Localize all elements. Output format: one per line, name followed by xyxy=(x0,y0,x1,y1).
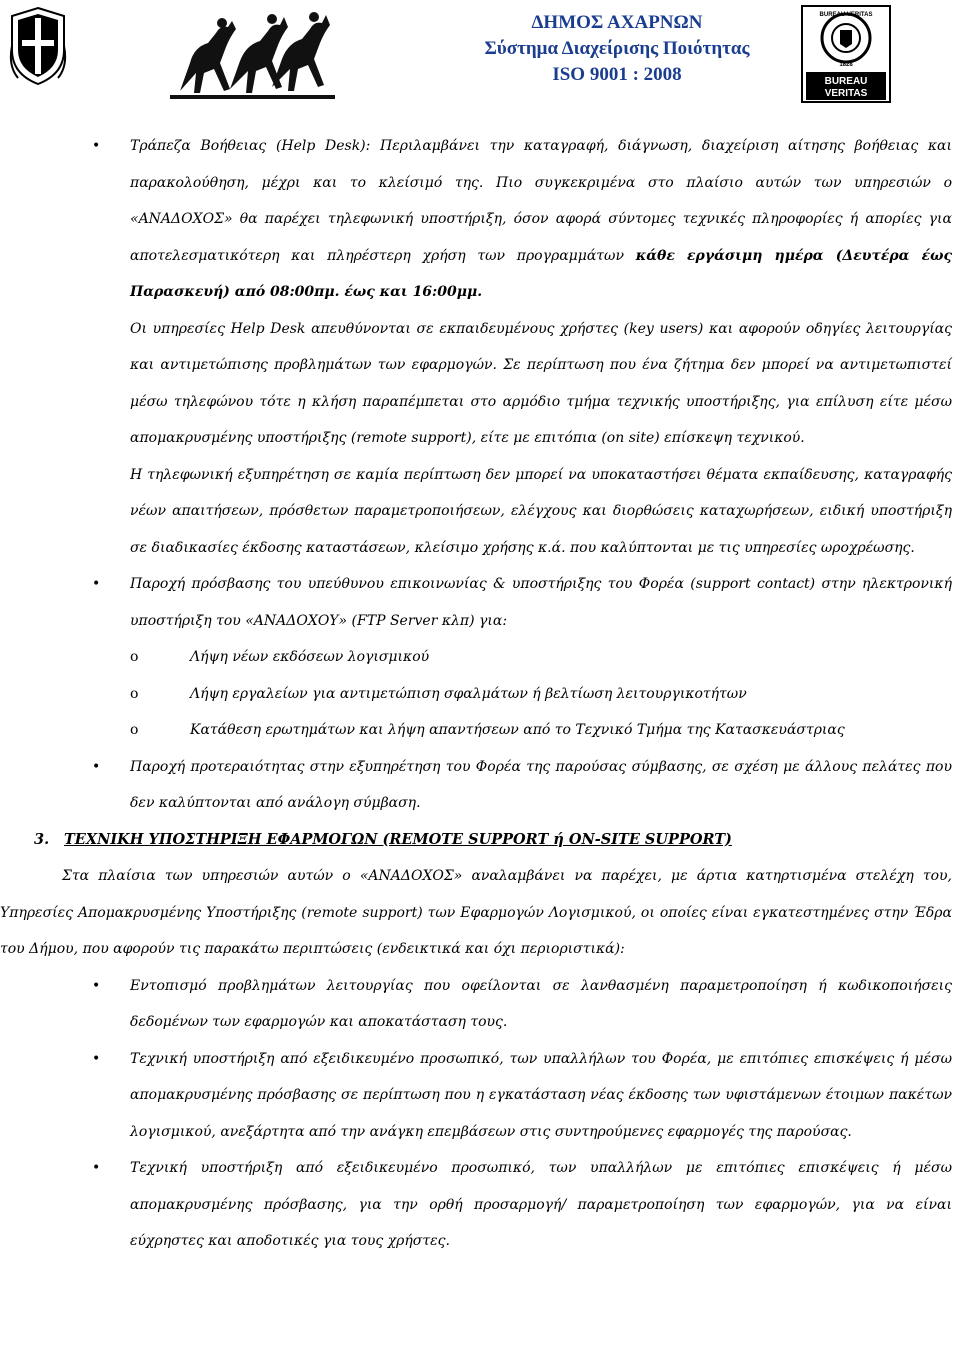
sub-list-item: o Λήψη εργαλείων για αντιμετώπιση σφαλμάτων ή βελτίωση λειτουργικοτήτων xyxy=(0,676,960,713)
list-item-helpdesk xyxy=(0,128,960,311)
sub-list-item: o Κατάθεση ερωτημάτων και λήψη απαντήσεων από το Τεχνικό Τμήμα της Κατασκευάστριας xyxy=(0,712,960,749)
priority-text: Παροχή προτεραιότητας στην εξυπηρέτηση του Φορέα της παρούσας σύμβασης, σε σχέση με άλλους πελάτες που δεν καλύπτονται από ανάλογη σύμβαση. xyxy=(130,758,952,811)
iso-standard-label: ISO 9001 : 2008 xyxy=(552,64,682,85)
document-body xyxy=(0,128,960,1260)
helpdesk-hours: κάθε εργάσιμη ημέρα (Δευτέρα έως Παρασκευή) από 08:00πμ. έως και 16:00μμ. xyxy=(130,247,952,300)
quality-system-subtitle: Σύστημα Διαχείρισης Ποιότητας xyxy=(484,38,750,59)
bullet-icon: • xyxy=(92,138,101,154)
list-item: • Τεχνική υποστήριξη από εξειδικευμένο προσωπικό, των υπαλλήλων με επιτόπιες επισκέψεις ή μέσω απομακρυσμένης πρόσβασης, για την ορθή προσαρμογή/ παραμετροποίηση των εφαρμογών, για να είναι εύχρηστες και αποδοτικές για τους χρήστες. xyxy=(0,1150,960,1260)
logo-word-bureau: BUREAU xyxy=(824,76,868,87)
section-title: ΤΕΧΝΙΚΗ ΥΠΟΣΤΗΡΙΞΗ ΕΦΑΡΜΟΓΩΝ (REMOTE SUPPORT ή ON-SITE SUPPORT) xyxy=(64,830,732,848)
circle-bullet-icon: o xyxy=(130,685,139,702)
header-title-block xyxy=(472,10,762,88)
helpdesk-scope-paragraph: Οι υπηρεσίες Help Desk απευθύνονται σε εκπαιδευμένους χρήστες (key users) και αφορούν οδηγίες λειτουργίας και αντιμετώπισης προβλημάτων των εφαρμογών. Σε περίπτωση που ένα ζήτημα δεν μπορεί να αντιμετωπιστεί μέσω τηλεφώνου τότε η κλήση παραπέμπεται στο αρμόδιο τμήμα τεχνικής υποστήριξης, για επίλυση είτε μέσω απομακρυσμένης υποστήριξης (remote support), είτε με επιτόπια (on site) επίσκεψη τεχνικού. xyxy=(130,320,952,446)
list-item: • Εντοπισμό προβλημάτων λειτουργίας που οφείλονται σε λανθασμένη παραμετροποίηση ή κωδικοποιήσεις δεδομένων των εφαρμογών και αποκατάσταση τους. xyxy=(0,968,960,1041)
circle-bullet-icon: o xyxy=(130,722,139,738)
sub-list-item: o Λήψη νέων εκδόσεων λογισμικού xyxy=(0,639,960,676)
municipality-title: ΔΗΜΟΣ ΑΧΑΡΝΩΝ xyxy=(531,12,703,33)
bullet-icon: • xyxy=(92,1050,101,1067)
greek-coat-of-arms-icon xyxy=(8,6,68,86)
page-header xyxy=(0,0,960,110)
bullet-icon: • xyxy=(92,758,101,775)
bullet-icon: • xyxy=(92,576,101,592)
logo-year: 1828 xyxy=(839,62,853,68)
logo-top-text: BUREAU VERITAS xyxy=(819,12,873,18)
circle-bullet-icon: o xyxy=(130,649,139,665)
section-heading xyxy=(0,822,960,859)
horses-logo-icon xyxy=(160,3,340,103)
bureau-veritas-logo-icon xyxy=(800,4,892,104)
list-item-priority xyxy=(0,749,960,822)
list-item: • Τεχνική υποστήριξη από εξειδικευμένο προσωπικό, των υπαλλήλων του Φορέα, με επιτόπιες επισκέψεις ή μέσω απομακρυσμένης πρόσβασης σε περίπτωση που η εγκατάσταση νέας έκδοσης των υφιστάμενων έτοιμων πακέτων λογισμικού, ανεξάρτητα από την ανάγκη επεμβάσεων στις συντηρούμενες εφαρμογές της παρούσας. xyxy=(0,1041,960,1151)
helpdesk-limits-paragraph: Η τηλεφωνική εξυπηρέτηση σε καμία περίπτωση δεν μπορεί να υποκαταστήσει θέματα εκπαίδευσης, καταγραφής νέων απαιτήσεων, πρόσθετων παραμετροποιήσεων, ελέγχους και διορθώσεις καταχωρήσεων, ειδική υποστήριξη σε διαδικασίες έκδοσης καταστάσεων, κλείσιμο χρήσης κ.ά. που καλύπτονται με τις υπηρεσίες ωροχρέωσης. xyxy=(130,466,952,556)
bullet-icon: • xyxy=(92,977,101,994)
access-text: Παροχή πρόσβασης του υπεύθυνου επικοινωνίας & υποστήριξης του Φορέα (support contact) στην ηλεκτρονική υποστήριξη του «ΑΝΑΔΟΧΟΥ» (FTP Server κλπ) για: xyxy=(130,576,952,629)
bullet-icon: • xyxy=(92,1160,101,1176)
helpdesk-text: Τράπεζα Βοήθειας (Help Desk): Περιλαμβάνει την καταγραφή, διάγνωση, διαχείριση αίτησης βοήθειας και παρακολούθηση, μέχρι και το κλείσιμό της. Πιο συγκεκριμένα στο πλαίσιο αυτών των υπηρεσιών ο «ΑΝΑΔΟΧΟΣ» θα παρέχει τηλεφωνική υποστήριξη, όσον αφορά σύντομες τεχνικές πληροφορίες ή απορίες για αποτελεσματικότερη και πληρέστερη χρήση των προγραμμάτων xyxy=(130,138,952,264)
section-number: 3. xyxy=(34,830,50,848)
list-item-access xyxy=(0,566,960,639)
section-intro-paragraph: Στα πλαίσια των υπηρεσιών αυτών ο «ΑΝΑΔΟΧΟΣ» αναλαμβάνει να παρέχει, με άρτια κατηρτισμένα στελέχη του, Υπηρεσίες Απομακρυσμένης Υποστήριξης (remote support) των Εφαρμογών Λογισμικού, οι οποίες είναι εγκατεστημένες στην Έδρα του Δήμου, που αφορούν τις παρακάτω περιπτώσεις (ενδεικτικά και όχι περιοριστικά): xyxy=(0,868,952,957)
logo-word-veritas: VERITAS xyxy=(824,88,868,99)
